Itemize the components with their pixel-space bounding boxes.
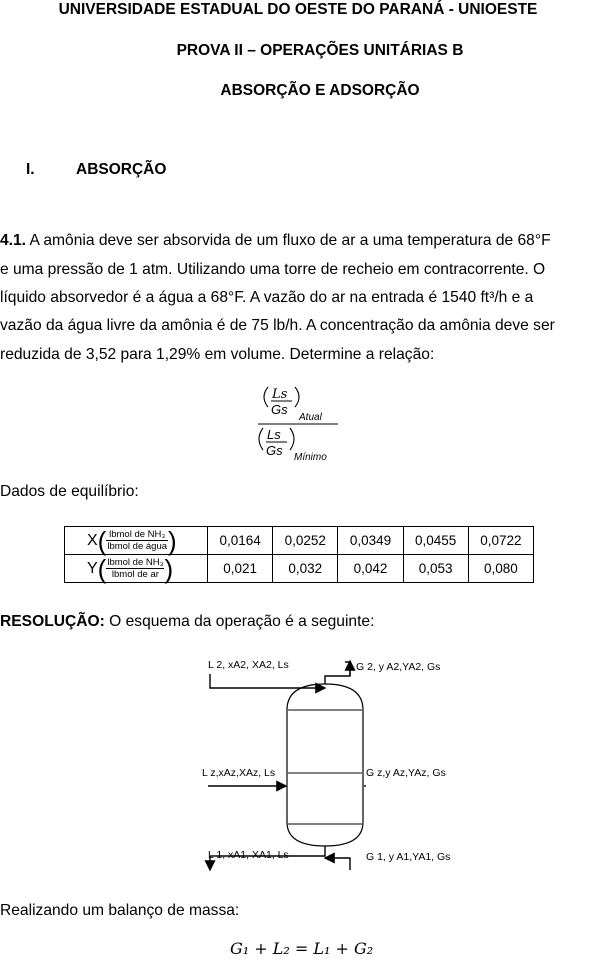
- problem-number: 4.1.: [0, 232, 27, 249]
- gas-inlet-arrow: [325, 858, 350, 870]
- exam-title: PROVA II – OPERAÇÕES UNITÁRIAS B: [176, 42, 464, 59]
- ratio-sub-actual: Atual: [299, 412, 322, 423]
- x-row-label: X ( $\frac{\text{lbmol de NH₃}}{\text{lbmol de água}}$ ): [65, 527, 208, 555]
- table-cell: 0,0349: [338, 527, 403, 555]
- ratio-den-top: Gs: [271, 402, 288, 417]
- mass-balance-text: Realizando um balanço de massa:: [0, 902, 240, 919]
- university-title: UNIVERSIDADE ESTADUAL DO OESTE DO PARANÁ - UNIOESTE: [58, 1, 538, 18]
- table-cell: 0,0455: [403, 527, 468, 555]
- table-cell: 0,042: [338, 555, 403, 583]
- table-cell: 0,0252: [273, 527, 338, 555]
- problem-line-3: líquido absorvedor é a água a 68°F. A vazão do ar na entrada é 1540 ft³/h e a: [0, 289, 534, 306]
- resolution-line: RESOLUÇÃO: O esquema da operação é a seguinte:: [0, 613, 375, 630]
- problem-line-4: vazão da água livre da amônia é de 75 lb/h. A concentração da amônia deve ser: [0, 317, 555, 334]
- equilibrium-label: Dados de equilíbrio:: [0, 483, 139, 500]
- y-symbol: Y: [87, 559, 98, 577]
- table-row-y: [65, 555, 534, 583]
- problem-line-5: reduzida de 3,52 para 1,29% em volume. Determine a relação:: [0, 346, 435, 363]
- ratio-sub-min: Mínimo: [294, 452, 327, 463]
- ratio-num-top: Ls: [272, 387, 288, 402]
- table-cell: 0,0722: [468, 527, 533, 555]
- y-unit-den: lbmol de ar: [111, 569, 159, 580]
- section-title: ABSORÇÃO: [76, 161, 167, 178]
- label-mid-right: G z,y Az,YAz, Gs: [366, 767, 446, 779]
- mass-balance-equation: G₁ + L₂ = L₁ + G₂: [230, 939, 374, 958]
- column-vessel: [287, 684, 363, 846]
- ratio-formula: [252, 384, 346, 466]
- equilibrium-table: [64, 526, 534, 583]
- x-unit-num: lbmol de NH₃: [106, 529, 168, 541]
- x-symbol: X: [87, 531, 98, 549]
- ratio-num-bottom: Ls: [267, 427, 281, 442]
- table-cell: 0,0164: [208, 527, 273, 555]
- y-row-label: Y ( $\frac{\text{lbmol de NH₃}}{\text{lbmol de ar}}$ ): [65, 555, 208, 583]
- gas-outlet-line: [325, 662, 350, 684]
- label-bot-left: L 1, xA1, XA1, Ls: [208, 849, 289, 861]
- section-number: I.: [26, 161, 35, 178]
- table-cell: 0,021: [208, 555, 273, 583]
- x-unit-den: lbmol de água: [107, 541, 168, 552]
- table-row-x: [65, 527, 534, 555]
- label-mid-left: L z,xAz,XAz, Ls: [202, 767, 276, 779]
- y-unit-num: lbmol de NH₃: [107, 557, 164, 568]
- absorption-column-diagram: [190, 648, 470, 880]
- resolution-label: RESOLUÇÃO:: [0, 613, 105, 630]
- label-top-left: L 2, xA2, XA2, Ls: [208, 659, 289, 671]
- table-cell: 0,053: [403, 555, 468, 583]
- table-cell: 0,032: [273, 555, 338, 583]
- label-top-right: G 2, y A2,YA2, Gs: [356, 661, 441, 673]
- ratio-den-bottom: Gs: [266, 443, 283, 458]
- table-cell: 0,080: [468, 555, 533, 583]
- subject-title: ABSORÇÃO E ADSORÇÃO: [220, 82, 420, 99]
- problem-line-2: e uma pressão de 1 atm. Utilizando uma torre de recheio em contracorrente. O: [0, 261, 546, 278]
- problem-line-1: 4.1. A amônia deve ser absorvida de um fluxo de ar a uma temperatura de 68°F: [0, 232, 551, 249]
- label-bot-right: G 1, y A1,YA1, Gs: [366, 851, 451, 863]
